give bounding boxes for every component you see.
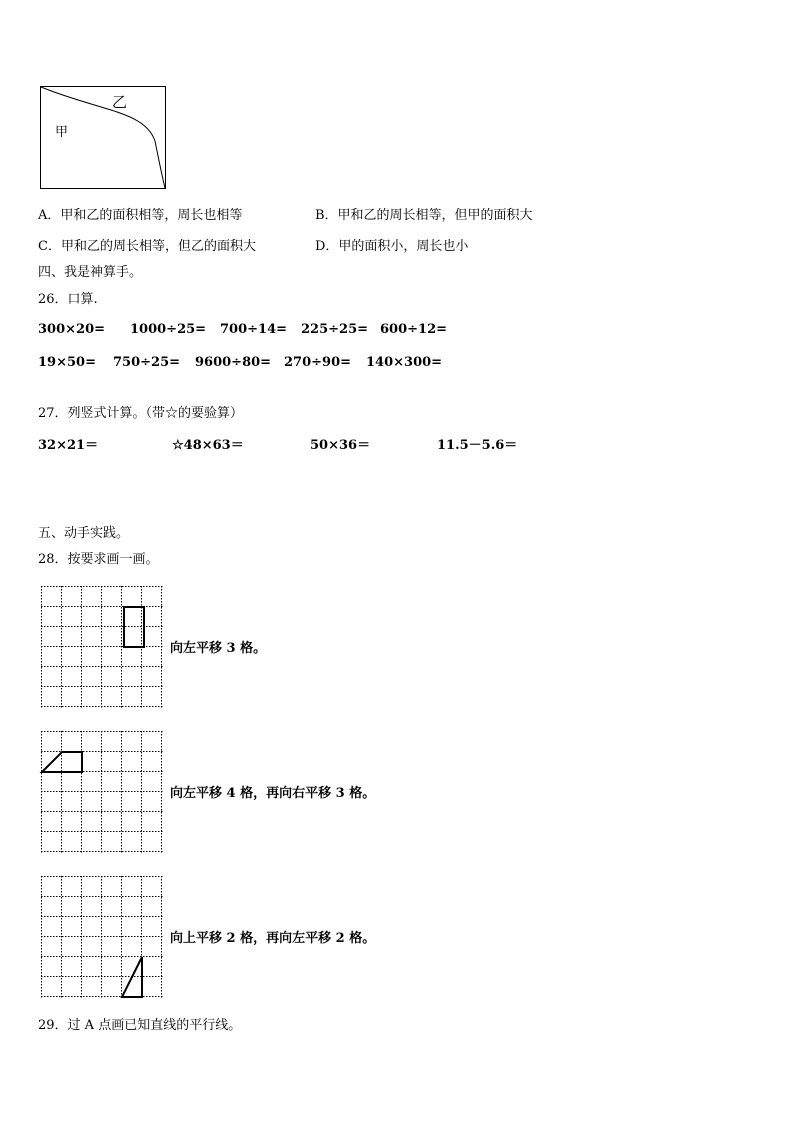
- q26-item: 600÷12=: [380, 322, 448, 337]
- option-d: D．甲的面积小，周长也小: [315, 239, 469, 254]
- grid-3: [41, 876, 165, 1000]
- q26-item: 225÷25=: [301, 322, 369, 337]
- option-c: C．甲和乙的周长相等，但乙的面积大: [38, 239, 256, 254]
- q26-title: 26．口算.: [38, 292, 98, 307]
- q26-item: 9600÷80=: [195, 355, 272, 370]
- grid-2-instruction: 向左平移 4 格，再向右平移 3 格。: [170, 786, 376, 801]
- q26-item: 270÷90=: [284, 355, 352, 370]
- q27-title: 27．列竖式计算。（带☆的要验算）: [38, 406, 244, 421]
- section-5-title: 五、动手实践。: [38, 526, 130, 541]
- grid-1-instruction: 向左平移 3 格。: [170, 641, 267, 656]
- q27-item: 50×36＝: [310, 438, 371, 453]
- grid-2: [41, 731, 165, 855]
- grid-1: [41, 586, 165, 710]
- q26-item: 700÷14=: [220, 322, 288, 337]
- q27-item: ☆48×63＝: [172, 438, 244, 453]
- q26-item: 19×50=: [38, 355, 96, 370]
- q26-item: 300×20=: [38, 322, 106, 337]
- label-yi: 乙: [112, 93, 128, 111]
- q26-item: 140×300=: [366, 355, 443, 370]
- q29-title: 29．过 A 点画已知直线的平行线。: [38, 1018, 242, 1033]
- label-jia: 甲: [55, 125, 69, 140]
- option-a: A．甲和乙的面积相等，周长也相等: [38, 208, 243, 223]
- q26-item: 1000÷25=: [130, 322, 207, 337]
- section-4-title: 四、我是神算手。: [38, 265, 143, 280]
- grid-3-instruction: 向上平移 2 格，再向左平移 2 格。: [170, 931, 376, 946]
- q26-item: 750÷25=: [113, 355, 181, 370]
- q28-title: 28．按要求画一画。: [38, 552, 159, 567]
- q27-item: 32×21＝: [38, 438, 99, 453]
- q27-item: 11.5－5.6＝: [437, 438, 518, 453]
- option-b: B．甲和乙的周长相等，但甲的面积大: [315, 208, 533, 223]
